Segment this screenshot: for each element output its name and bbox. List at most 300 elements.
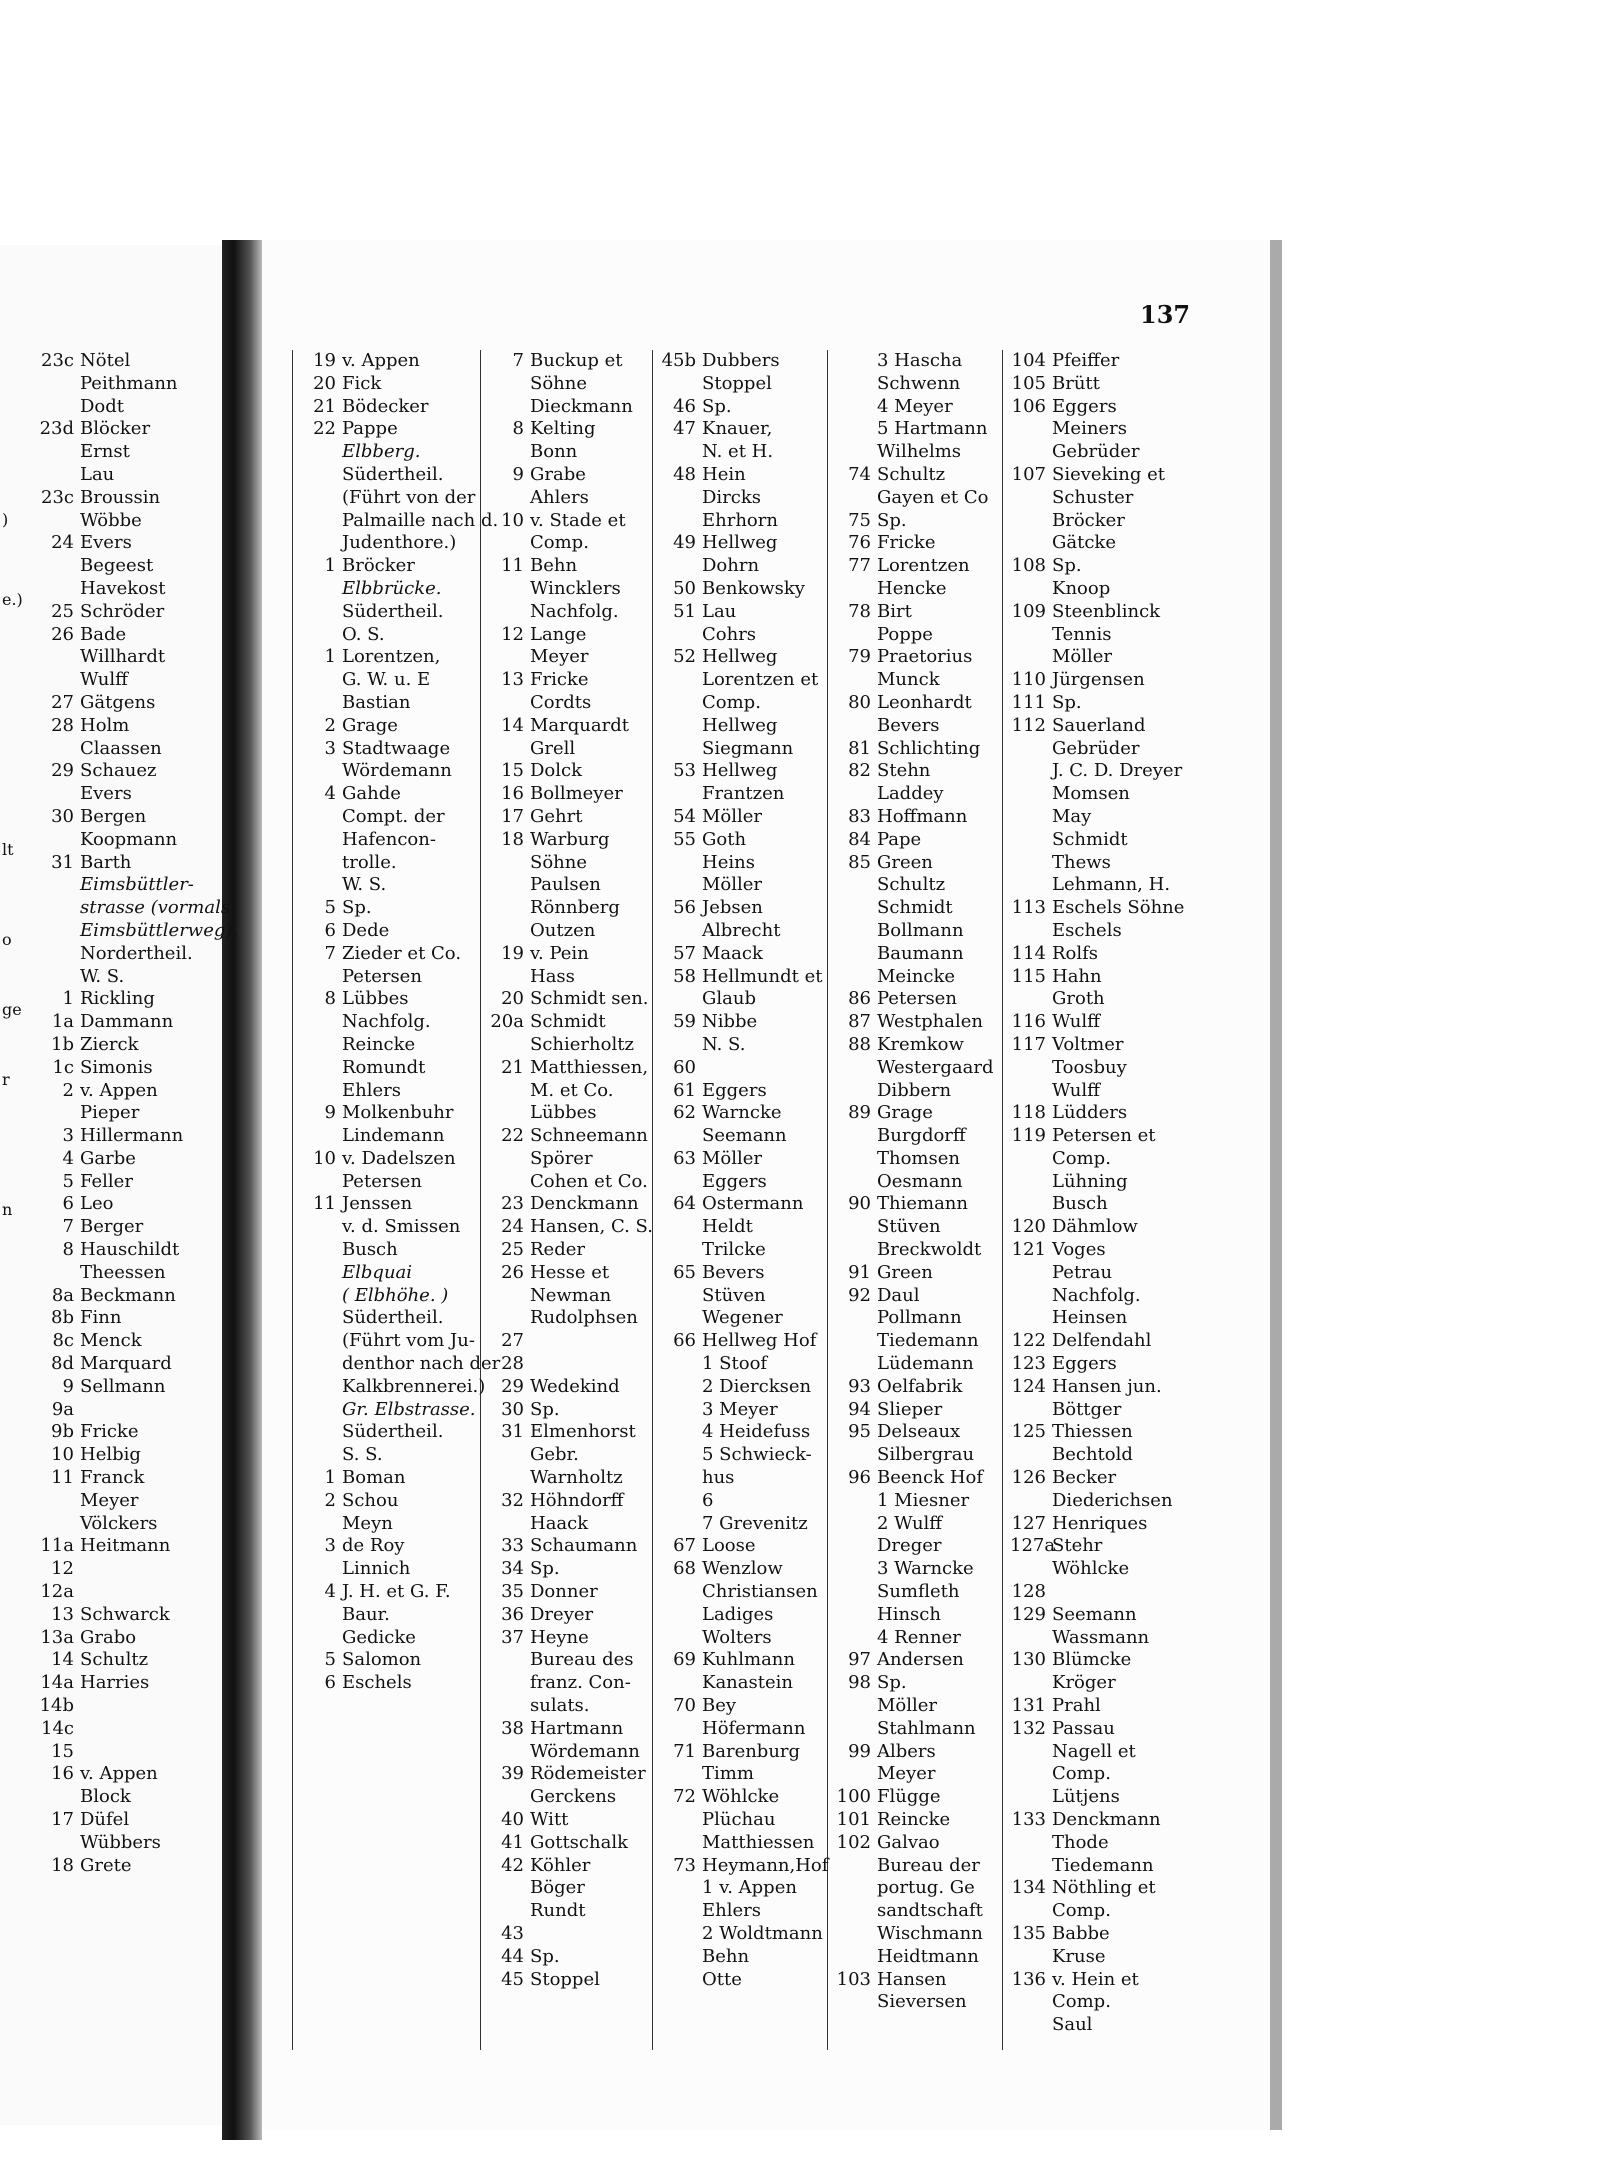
resident-name: Schultz [877,874,946,896]
resident-name: Lüdemann [877,1353,974,1375]
house-number: 84 [848,828,871,850]
directory-entry [660,1444,835,1467]
resident-name: Marquard [80,1353,172,1375]
resident-name: Jebsen [702,897,763,919]
resident-name: Bevers [702,1261,765,1283]
resident-name: Stehr [1052,1535,1103,1557]
resident-name: Schlichting [877,737,981,759]
directory-entry [1010,783,1180,806]
directory-entry [488,852,658,875]
directory-entry [1010,852,1180,875]
resident-name: Comp. [1052,1147,1111,1169]
directory-entry [488,1969,658,1992]
directory-entry [1010,624,1180,647]
resident-name: Schneemann [530,1125,648,1147]
resident-name: Rolfs [1052,942,1099,964]
resident-name: Grete [80,1854,132,1876]
resident-name: N. S. [702,1033,746,1055]
resident-name: Fricke [80,1421,139,1443]
resident-name: Schmidt sen. [530,988,649,1010]
house-number: 23c [41,486,74,508]
house-number: 31 [501,1421,524,1443]
directory-entry [1010,510,1180,533]
resident-name: Eimsbüttlerweg). [80,919,239,941]
resident-name: Maack [702,942,763,964]
resident-name: Nordertheil. [80,942,193,964]
resident-name: Rönnberg [530,897,620,919]
directory-entry [1010,1558,1180,1581]
directory-entry [300,1034,485,1057]
resident-name: Hinsch [877,1603,941,1625]
directory-entry [38,1421,226,1444]
resident-name: Schwenn [877,372,961,394]
directory-entry [488,715,658,738]
directory-entry [835,1125,1010,1148]
resident-name: Willhardt [80,646,166,668]
directory-entry [660,1193,835,1216]
directory-entry [488,1832,658,1855]
house-number: 6 [324,919,336,941]
resident-name: Bollmeyer [530,783,623,805]
directory-entry [660,1034,835,1057]
directory-entry [300,396,485,419]
house-number: 43 [501,1922,524,1944]
resident-name: Südertheil. [342,1421,444,1443]
directory-entry [488,1467,658,1490]
directory-entry [1010,1330,1180,1353]
house-number: 62 [673,1102,696,1124]
resident-name: hus [702,1467,735,1489]
directory-entry [835,532,1010,555]
directory-entry [38,646,226,669]
house-number: 64 [673,1193,696,1215]
directory-entry [38,487,226,510]
resident-name: Compt. der [342,805,445,827]
resident-name: Thode [1052,1831,1109,1853]
house-number: 15 [501,760,524,782]
directory-entry [488,1923,658,1946]
directory-entry [835,1535,1010,1558]
directory-entry [300,1535,485,1558]
house-number: 5 [324,897,336,919]
resident-name: Goth [702,828,747,850]
house-number: 21 [501,1056,524,1078]
resident-name: Eggers [1052,395,1117,417]
directory-entry [300,1148,485,1171]
directory-entry [660,624,835,647]
resident-name: Haack [530,1512,589,1534]
directory-entry [1010,1672,1180,1695]
directory-entry [488,1604,658,1627]
resident-name: Lüdders [1052,1102,1128,1124]
directory-entry [1010,1513,1180,1536]
resident-name: Bröcker [342,555,415,577]
house-number: 91 [848,1261,871,1283]
house-number: 45b [661,350,696,371]
directory-entry [300,464,485,487]
directory-entry [835,1741,1010,1764]
directory-entry [660,1946,835,1969]
house-number: 56 [673,897,696,919]
resident-name: Praetorius [877,646,973,668]
directory-entry [1010,1786,1180,1809]
directory-entry [835,1285,1010,1308]
page-edge [1270,240,1282,2130]
directory-entry [300,1581,485,1604]
resident-name: Kuhlmann [702,1649,795,1671]
directory-entry [488,669,658,692]
directory-entry [835,1809,1010,1832]
directory-entry [488,988,658,1011]
resident-name: Nachfolg. [530,600,619,622]
directory-entry [488,760,658,783]
house-number: 25 [51,600,74,622]
house-number: 121 [1011,1239,1046,1261]
directory-entry [38,1581,226,1604]
resident-name: Eschels [342,1672,412,1694]
edge-letter: ) [2,510,9,529]
resident-name: S. S. [342,1444,383,1466]
house-number: 3 [324,737,336,759]
directory-entry [488,578,658,601]
directory-entry [488,738,658,761]
house-number: 4 [62,1147,74,1169]
resident-name: Rickling [80,988,155,1010]
resident-name: Gätgens [80,691,156,713]
directory-entry [38,1672,226,1695]
house-number: 18 [51,1854,74,1876]
resident-name: v. Appen [342,350,420,371]
house-number: 1a [51,1011,74,1033]
directory-entry [835,418,1010,441]
resident-name: Gerckens [530,1786,617,1808]
resident-name: Comp. [1052,1900,1111,1922]
house-number: 45 [501,1968,524,1990]
resident-name: Passau [1052,1717,1115,1739]
directory-entry [38,966,226,989]
resident-name: Kremkow [877,1033,964,1055]
directory-entry [660,1718,835,1741]
directory-entry [835,1900,1010,1923]
directory-entry [835,1239,1010,1262]
directory-entry [38,1467,226,1490]
house-number: 23c [41,350,74,371]
directory-entry [660,1080,835,1103]
resident-name: Saul [1052,2014,1093,2036]
directory-entry [660,897,835,920]
resident-name: Grabe [530,463,586,485]
resident-name: Denckmann [530,1193,639,1215]
resident-name: 4 Renner [877,1626,961,1648]
resident-name: Jürgensen [1052,669,1145,691]
directory-entry [300,1125,485,1148]
resident-name: Wulff [1052,1011,1100,1033]
resident-name: Schauez [80,760,157,782]
resident-name: Heins [702,851,755,873]
resident-name: Feller [80,1170,133,1192]
directory-entry [835,487,1010,510]
directory-entry [488,1627,658,1650]
resident-name: Sp. [1052,691,1082,713]
directory-entry [1010,1763,1180,1786]
house-number: 118 [1011,1102,1046,1124]
directory-entry [38,669,226,692]
resident-name: Oelfabrik [877,1375,963,1397]
resident-name: Wincklers [530,577,621,599]
directory-entry [1010,555,1180,578]
house-number: 2 [62,1079,74,1101]
directory-entry [660,1786,835,1809]
directory-entry [1010,829,1180,852]
resident-name: Grell [530,737,576,759]
directory-entry [835,1649,1010,1672]
house-number: 105 [1011,372,1046,394]
house-number: 13a [40,1626,74,1648]
directory-entry [660,1490,835,1513]
resident-name: Lorentzen [877,555,970,577]
house-number: 15 [51,1740,74,1762]
directory-entry [488,1877,658,1900]
house-number: 75 [848,509,871,531]
resident-name: Ehrhorn [702,509,778,531]
directory-entry [660,1604,835,1627]
directory-entry [660,1353,835,1376]
resident-name: Havekost [80,577,166,599]
house-number: 86 [848,988,871,1010]
directory-entry [660,350,835,373]
resident-name: Sp. [530,1398,560,1420]
house-number: 1 [324,646,336,668]
directory-entry [38,738,226,761]
directory-entry [38,692,226,715]
directory-entry [660,1581,835,1604]
house-number: 25 [501,1239,524,1261]
directory-entry [1010,1034,1180,1057]
resident-name: Buckup et [530,350,623,371]
resident-name: Gahde [342,783,401,805]
directory-entry [835,1558,1010,1581]
house-number: 99 [848,1740,871,1762]
directory-entry [660,1855,835,1878]
house-number: 10 [51,1444,74,1466]
house-number: 71 [673,1740,696,1762]
resident-name: Paulsen [530,874,601,896]
resident-name: Diederichsen [1052,1489,1173,1511]
book-gutter [222,240,262,2140]
directory-entry [488,1057,658,1080]
directory-entry [1010,441,1180,464]
directory-entry [1010,1969,1180,1992]
resident-name: Leo [80,1193,114,1215]
resident-name: Bevers [877,714,940,736]
directory-entry [1010,1946,1180,1969]
resident-name: Sp. [1052,555,1082,577]
directory-entry [300,624,485,647]
resident-name: Green [877,1261,933,1283]
resident-name: Heinsen [1052,1307,1128,1329]
resident-name: Oesmann [877,1170,963,1192]
directory-entry [660,1741,835,1764]
resident-name: Frantzen [702,783,785,805]
resident-name: Sp. [877,509,907,531]
resident-name: Söhne [530,372,588,394]
directory-entry [1010,1216,1180,1239]
resident-name: Hansen jun. [1052,1375,1162,1397]
directory-entry [1010,1285,1180,1308]
house-number: 77 [848,555,871,577]
directory-entry [1010,1923,1180,1946]
directory-entry [835,1102,1010,1125]
resident-name: Eggers [1052,1353,1117,1375]
resident-name: Heidtmann [877,1945,979,1967]
resident-name: Voges [1052,1239,1106,1261]
directory-entry [488,646,658,669]
directory-entry [38,1649,226,1672]
directory-entry [38,874,226,897]
house-number: 134 [1011,1877,1046,1899]
house-number: 109 [1011,600,1046,622]
directory-entry [835,783,1010,806]
directory-entry [660,874,835,897]
directory-entry [1010,1080,1180,1103]
directory-entry [488,1330,658,1353]
resident-name: Wulff [1052,1079,1100,1101]
resident-name: Tiedemann [1052,1854,1154,1876]
directory-entry [835,1786,1010,1809]
house-number: 10 [501,509,524,531]
resident-name: Benkowsky [702,577,805,599]
house-number: 113 [1011,897,1046,919]
directory-entry [38,783,226,806]
directory-entry [488,510,658,533]
directory-entry [300,806,485,829]
directory-entry [660,1832,835,1855]
resident-name: Witt [530,1809,569,1830]
resident-name: Hellweg [702,760,778,782]
resident-name: Lindemann [342,1125,445,1147]
resident-name: Becker [1052,1467,1117,1489]
resident-name: Wöbbe [80,509,142,531]
resident-name: Pieper [80,1102,140,1124]
directory-entry [660,373,835,396]
resident-name: M. et Co. [530,1079,614,1101]
resident-name: Schultz [80,1649,149,1671]
house-number: 9 [512,463,524,485]
resident-name: Holm [80,714,130,736]
directory-entry [488,1490,658,1513]
directory-entry [1010,897,1185,920]
resident-name: Meyer [877,1763,936,1785]
resident-name: Poppe [877,623,933,645]
resident-name: Warnholtz [530,1467,623,1489]
edge-letter: r [2,1070,10,1089]
directory-entry [1010,1832,1180,1855]
house-number: 46 [673,395,696,417]
edge-letter: ge [2,1000,22,1019]
resident-name: Trilcke [702,1239,766,1261]
directory-entry [300,1353,501,1376]
resident-name: Silbergrau [877,1444,975,1466]
resident-name: Christiansen [702,1581,818,1603]
resident-name: Bastian [342,691,411,713]
house-number: 60 [673,1056,696,1078]
house-number: 32 [501,1489,524,1511]
resident-name: Brütt [1052,372,1100,394]
house-number: 81 [848,737,871,759]
resident-name: sandtschaft [877,1900,983,1922]
directory-entry [835,692,1010,715]
resident-name: Petrau [1052,1261,1113,1283]
resident-name: Hoffmann [877,805,968,827]
resident-name: J. C. D. Dreyer [1052,760,1183,782]
directory-entry [1010,1057,1180,1080]
house-number: 26 [501,1261,524,1283]
house-number: 24 [501,1216,524,1238]
resident-name: Babbe [1052,1922,1110,1944]
house-number: 14b [39,1695,74,1717]
page-number: 137 [1140,300,1191,329]
directory-entry [835,510,1010,533]
house-number: 2 [324,1489,336,1511]
directory-entry [660,988,835,1011]
directory-entry [1010,1604,1180,1627]
directory-entry [38,373,226,396]
resident-name: Möller [702,874,763,896]
directory-entry [38,1239,226,1262]
resident-name: Flügge [877,1786,941,1808]
house-number: 49 [673,532,696,554]
directory-entry [38,715,226,738]
directory-entry [38,1855,226,1878]
house-number: 54 [673,805,696,827]
directory-entry [488,555,658,578]
resident-name: portug. Ge [877,1877,975,1899]
house-number: 96 [848,1467,871,1489]
directory-entry [1010,874,1180,897]
house-number: 24 [51,532,74,554]
house-number: 33 [501,1535,524,1557]
resident-name: Garbe [80,1147,136,1169]
resident-name: Gehrt [530,805,583,827]
resident-name: Grabo [80,1626,137,1648]
house-number: 3 [62,1125,74,1147]
resident-name: Wördemann [342,760,452,782]
resident-name: Evers [80,532,132,554]
directory-entry [660,1171,835,1194]
house-number: 100 [836,1786,871,1808]
resident-name: Dodt [80,395,125,417]
house-number: 16 [51,1763,74,1785]
resident-name: Sieversen [877,1991,967,2013]
resident-name: Eschels [1052,919,1122,941]
resident-name: Elbquai [342,1261,413,1283]
resident-name: Gayen et Co [877,486,989,508]
directory-entry [660,1216,835,1239]
resident-name: 3 Hascha [877,350,963,371]
directory-entry [488,418,658,441]
resident-name: Wenzlow [702,1558,783,1580]
directory-entry [300,1239,485,1262]
directory-entry [488,1011,658,1034]
resident-name: Sp. [342,897,372,919]
directory-entry [835,669,1010,692]
resident-name: Wolters [702,1626,772,1648]
resident-name: Salomon [342,1649,422,1671]
directory-entry [300,1307,485,1330]
directory-entry [300,966,485,989]
resident-name: Burgdorff [877,1125,966,1147]
directory-entry [38,1034,226,1057]
